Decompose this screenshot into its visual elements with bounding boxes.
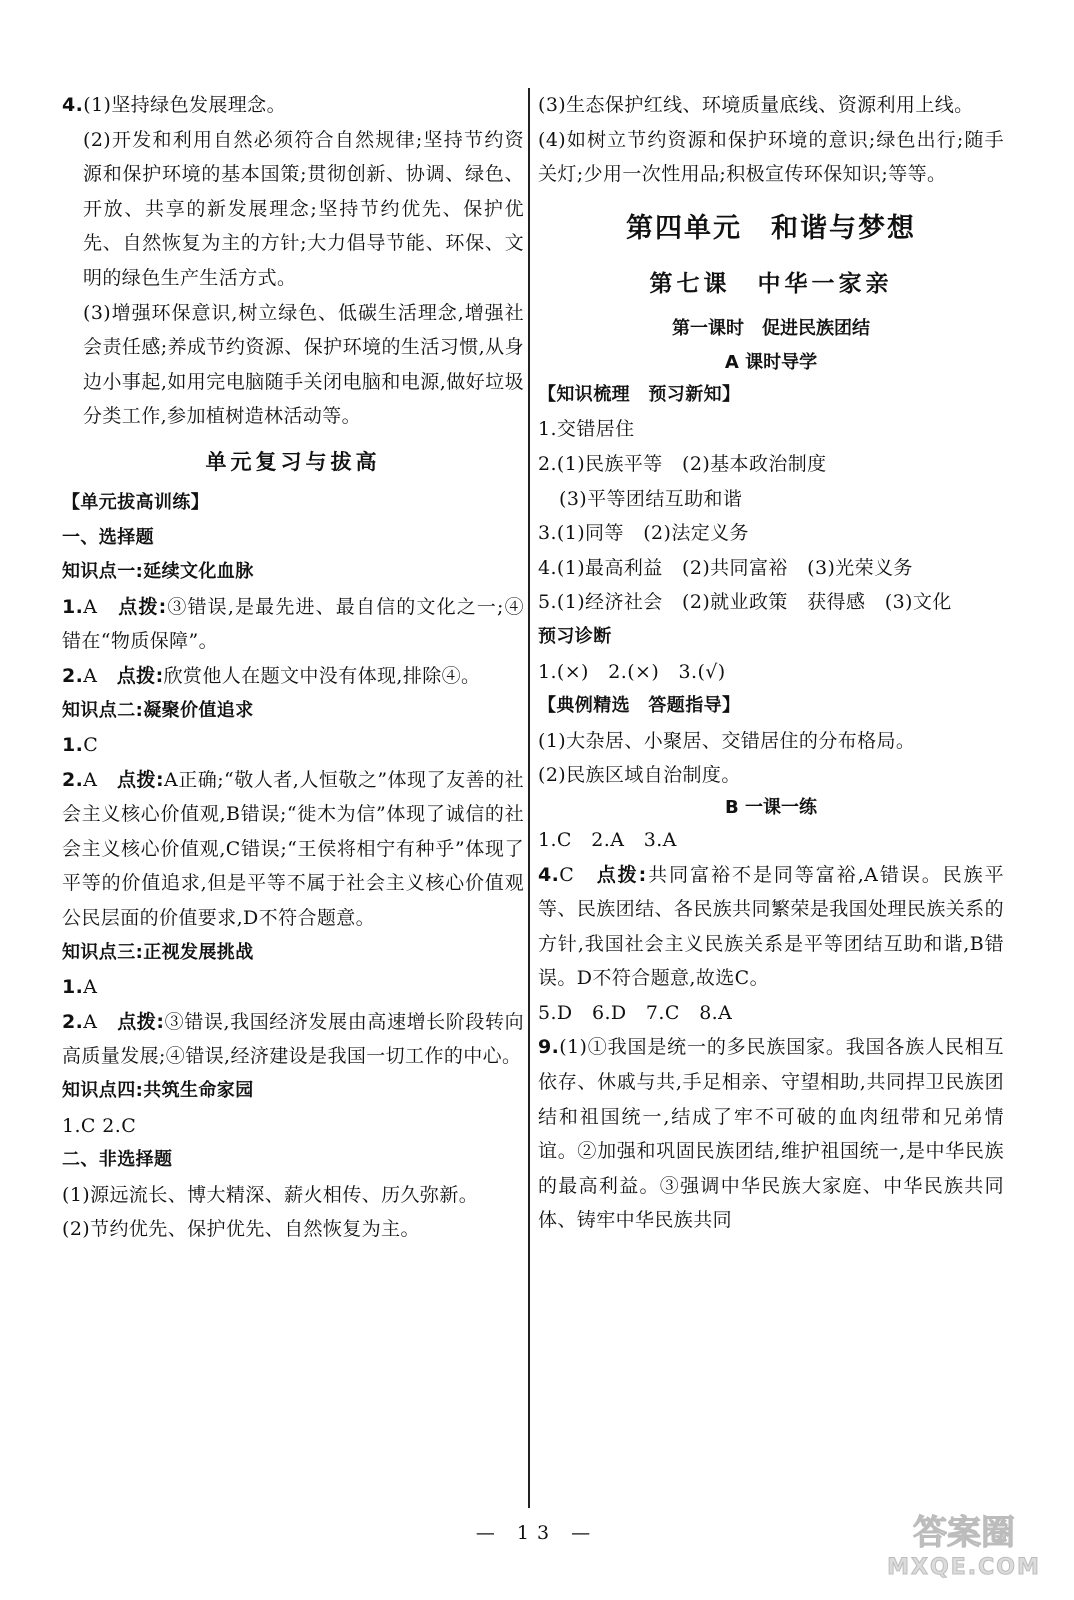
kp2-question-2: 2.A 点拨:A正确;“敬人者,人恒敬之”体现了友善的社会主义核心价值观,B错误;“徙木为信”体现了诚信的社会主义核心价值观,C错误;“王侯将相宁有种乎”体现了平等的价值追求,但是平等不属于社会主义核心价值观公民层面的价值要求,D不符合题意。 <box>62 768 524 930</box>
diagnosis-answers: 1.(×) 2.(×) 3.(√) <box>538 660 726 683</box>
kp2-question-1: 1.C <box>62 734 99 757</box>
example-part1: (1)大杂居、小聚居、交错居住的分布格局。 <box>538 729 916 752</box>
b-answers-2: 5.D 6.D 7.C 8.A <box>538 1001 733 1024</box>
unit-title: 第四单元 和谐与梦想 <box>626 212 916 244</box>
right-column <box>538 88 1004 1238</box>
review-title: 单元复习与拔高 <box>205 449 381 474</box>
kp1-question-1: 1.A 点拨:③错误,是最先进、最自信的文化之一;④错在“物质保障”。 <box>62 595 524 653</box>
section-a-title: A 课时导学 <box>724 351 818 373</box>
knowledge-item-5: 5.(1)经济社会 (2)就业政策 获得感 (3)文化 <box>538 591 952 614</box>
q4-part2: (2)开发和利用自然必须符合自然规律;坚持节约资源和保护环境的基本国策;贯彻创新、协调、绿色、开放、共享的新发展理念;坚持节约优先、保护优先、自然恢复为主的方针;大力倡导节能、环保、文明的绿色生产生活方式。 <box>83 128 524 289</box>
knowledge-item-3: 3.(1)同等 (2)法定义务 <box>538 522 749 545</box>
kp3-question-2: 2.A 点拨:③错误,我国经济发展由高速增长阶段转向高质量发展;④错误,经济建设是我国一切工作的中心。 <box>62 1010 524 1068</box>
b-question-9: 9.(1)①我国是统一的多民族国家。我国各族人民相互依存、休戚与共,手足相亲、守望相助,共同捍卫民族团结和祖国统一,结成了牢不可破的血肉纽带和兄弟情谊。②加强和巩固民族团结,维护祖国统一,是中华民族的最高利益。③强调中华民族大家庭、中华民族共同体、铸牢中华民族共同 <box>538 1036 1004 1232</box>
page-number: — 13 — <box>475 1522 599 1544</box>
knowledge-item-2: 2.(1)民族平等 (2)基本政治制度 <box>538 452 827 475</box>
column-divider <box>528 88 530 1508</box>
knowledge-item-2-cont: (3)平等团结互助和谐 <box>559 487 743 510</box>
period-title: 第一课时 促进民族团结 <box>672 317 870 339</box>
kp4-answers: 1.C 2.C <box>62 1114 137 1137</box>
kp3-question-1: 1.A <box>62 976 98 999</box>
svg-text:MXQE.COM: MXQE.COM <box>887 1555 1041 1580</box>
knowledge-point-3: 知识点三:正视发展挑战 <box>62 941 254 963</box>
knowledge-item-1: 1.交错居住 <box>538 418 635 441</box>
svg-text:答案圈: 答案圈 <box>913 1513 1015 1553</box>
b-answers-1: 1.C 2.A 3.A <box>538 828 677 851</box>
non-mc-heading: 二、非选择题 <box>62 1149 173 1171</box>
knowledge-heading: 【知识梳理 预习新知】 <box>538 383 741 405</box>
mc-heading: 一、选择题 <box>62 526 154 548</box>
knowledge-item-4: 4.(1)最高利益 (2)共同富裕 (3)光荣义务 <box>538 556 913 579</box>
b-question-4: 4.C 点拨:共同富裕不是同等富裕,A错误。民族平等、民族团结、各民族共同繁荣是我国处理民族关系的方针,我国社会主义民族关系是平等团结互助和谐,B错误。D不符合题意,故选C。 <box>538 863 1004 990</box>
diagnosis-heading: 预习诊断 <box>538 625 612 647</box>
knowledge-point-4: 知识点四:共筑生命家园 <box>62 1080 254 1102</box>
watermark-logo <box>874 1502 1054 1582</box>
section-b-title: B 一课一练 <box>725 796 817 818</box>
non-mc-part1: (1)源远流长、博大精深、薪火相传、历久弥新。 <box>62 1183 479 1206</box>
q4-part1: 4.(1)坚持绿色发展理念。 <box>62 94 286 116</box>
left-column <box>62 88 524 1247</box>
kp1-question-2: 2.A 点拨:欣赏他人在题文中没有体现,排除④。 <box>62 664 481 687</box>
example-heading: 【典例精选 答题指导】 <box>538 695 741 717</box>
non-mc-part2: (2)节约优先、保护优先、自然恢复为主。 <box>62 1218 420 1241</box>
training-heading: 【单元拔高训练】 <box>62 491 210 513</box>
knowledge-point-2: 知识点二:凝聚价值追求 <box>62 699 254 721</box>
lesson-title: 第七课 中华一家亲 <box>649 270 893 297</box>
example-part2: (2)民族区域自治制度。 <box>538 764 741 787</box>
q4-part3: (3)增强环保意识,树立绿色、低碳生活理念,增强社会责任感;养成节约资源、保护环境的生活习惯,从身边小事起,如用完电脑随手关闭电脑和电源,做好垃圾分类工作,参加植树造林活动等。 <box>83 301 524 428</box>
knowledge-point-1: 知识点一:延续文化血脉 <box>62 561 254 583</box>
top-part4: (4)如树立节约资源和保护环境的意识;绿色出行;随手关灯;少用一次性用品;积极宣传环保知识;等等。 <box>538 128 1004 186</box>
top-part3: (3)生态保护红线、环境质量底线、资源利用上线。 <box>538 94 974 116</box>
